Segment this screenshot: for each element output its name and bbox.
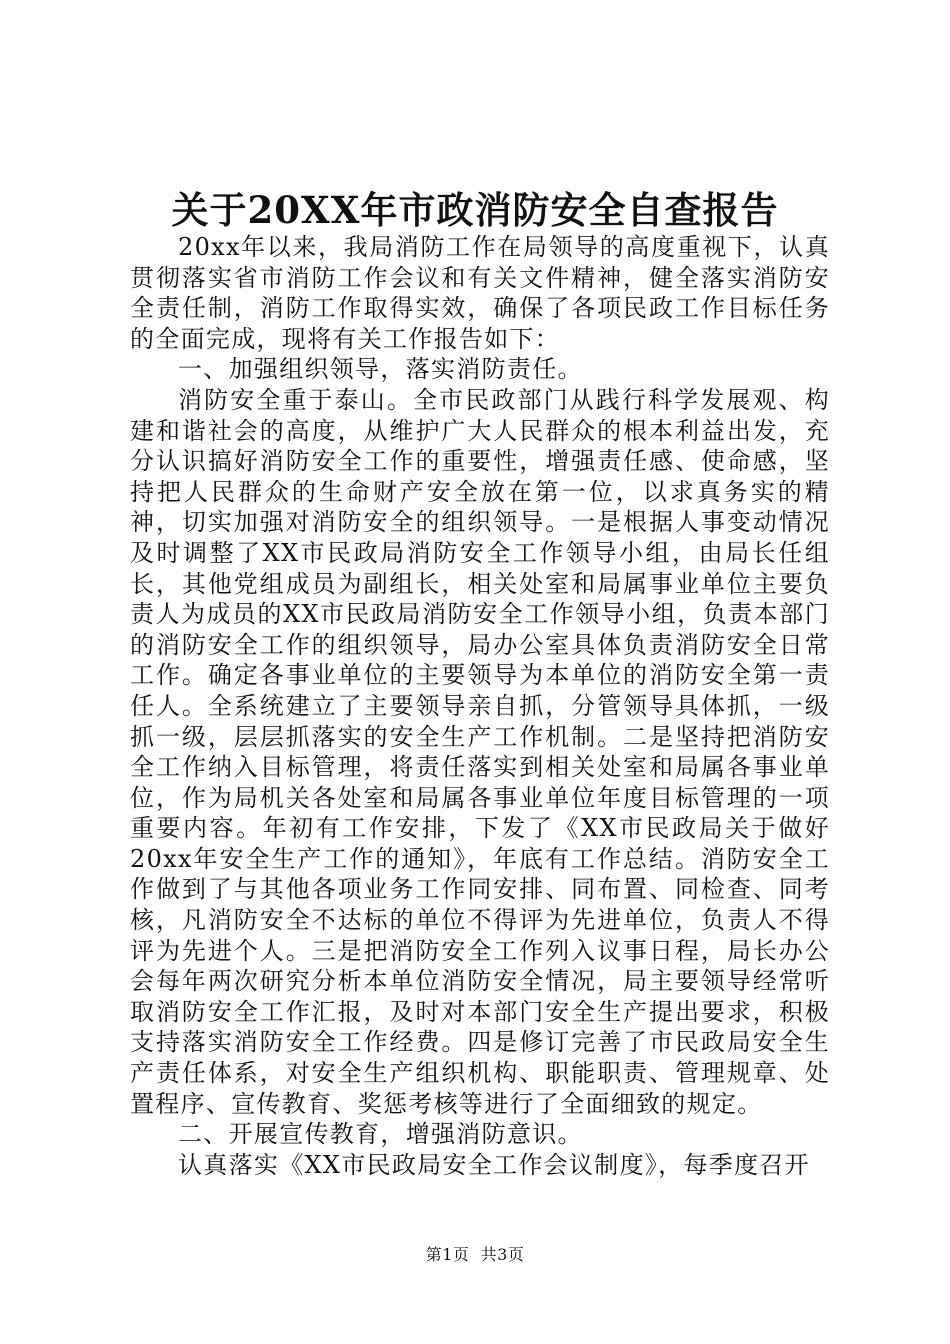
- page-total: 共3页: [480, 1245, 525, 1264]
- document-title: 关于20XX年市政消防安全自查报告: [171, 188, 779, 232]
- page-footer: [0, 1244, 950, 1266]
- page-number: 第1页: [425, 1245, 470, 1264]
- section-heading-2: 二、开展宣传教育，增强消防意识。: [178, 1120, 583, 1149]
- section-1-paragraph: 消防安全重于泰山。全市民政部门从践行科学发展观、构建和谐社会的高度，从维护广大人民群众的根本利益出发，充分认识搞好消防安全工作的重要性，增强责任感、使命感，坚持把人民群众的生命财产安全放在第一位，以求真务实的精神，切实加强对消防安全的组织领导。一是根据人事变动情况及时调整了XX市民政局消防安全工作领导小组，由局长任组长，其他党组成员为副组长，相关处室和局属事业单位主要负责人为成员的XX市民政局消防安全工作领导小组，负责本部门的消防安全工作的组织领导，局办公室具体负责消防安全日常工作。确定各事业单位的主要领导为本单位的消防安全第一责任人。全系统建立了主要领导亲自抓，分管领导具体抓，一级抓一级，层层抓落实的安全生产工作机制。二是坚持把消防安全工作纳入目标管理，将责任落实到相关处室和局属各事业单位，作为局机关各处室和局属各事业单位年度目标管理的一项重要内容。年初有工作安排，下发了《XX市民政局关于做好20xx年安全生产工作的通知》，年底有工作总结。消防安全工作做到了与其他各项业务工作同安排、同布置、同检查、同考核，凡消防安全不达标的单位不得评为先进单位，负责人不得评为先进个人。三是把消防安全工作列入议事日程，局长办公会每年两次研究分析本单位消防安全情况，局主要领导经常听取消防安全工作汇报，及时对本部门安全生产提出要求，积极支持落实消防安全工作经费。四是修订完善了市民政局安全生产责任体系，对安全生产组织机构、职能职责、管理规章、处置程序、宣传教育、奖惩考核等进行了全面细致的规定。: [130, 385, 830, 1118]
- intro-paragraph: 20xx年以来，我局消防工作在局领导的高度重视下，认真贯彻落实省市消防工作会议和有关文件精神，健全落实消防安全责任制，消防工作取得实效，确保了各项民政工作目标任务的全面完成，现将有关工作报告如下：: [130, 233, 830, 353]
- section-heading-1: 一、加强组织领导，落实消防责任。: [178, 355, 583, 384]
- section-2-paragraph: 认真落实《XX市民政局安全工作会议制度》，每季度召开: [178, 1150, 810, 1179]
- document-body: [130, 232, 830, 1180]
